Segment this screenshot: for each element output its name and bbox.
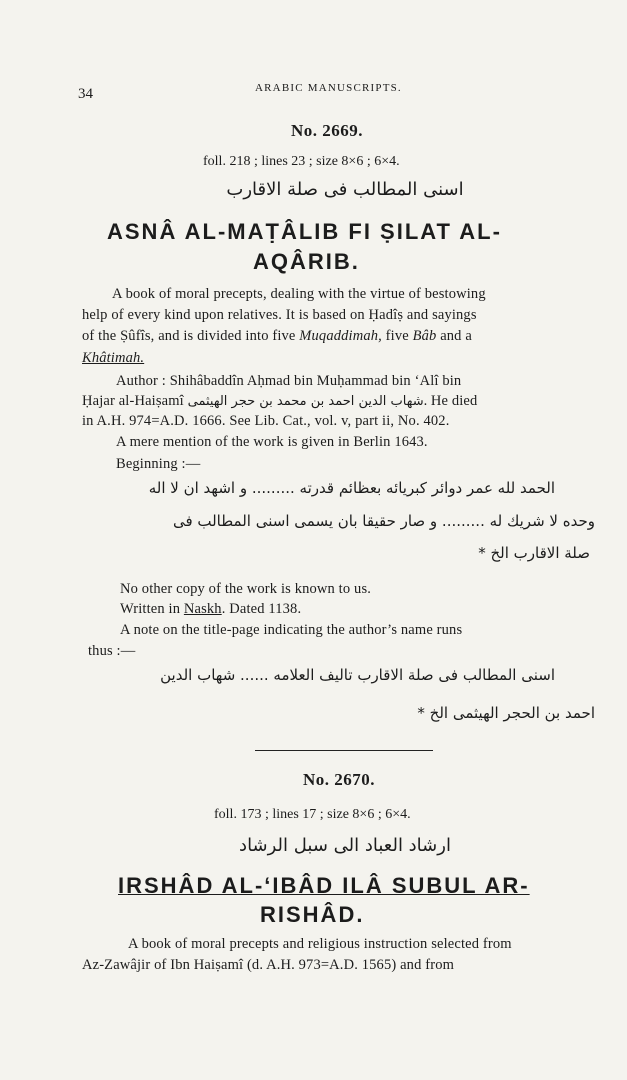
- entry-2669-no-copy: No other copy of the work is known to us.: [120, 581, 372, 597]
- and-a-text: and a: [436, 328, 472, 344]
- page-number: 34: [78, 86, 93, 102]
- entry-2669-written: [120, 601, 301, 618]
- entry-2669-para-line3: [82, 328, 472, 345]
- entry-2669-author-line3: in A.H. 974=A.D. 1666. See Lib. Cat., vol. v, part ii, No. 402.: [82, 413, 450, 429]
- khatimah-term: Khâtimah.: [82, 350, 145, 366]
- entry-2670-title-line2: RISHÂD.: [260, 902, 365, 927]
- muqaddimah-term: Muqaddimah,: [299, 328, 382, 344]
- naskh-term: Naskh: [183, 601, 222, 617]
- entry-divider-rule: [255, 750, 433, 751]
- dated-text: . Dated 1138.: [221, 601, 302, 617]
- entry-2670-para-line2: Az-Zawâjir of Ibn Haiṣamî (d. A.H. 973=A.D. 1565) and from: [82, 957, 455, 973]
- five-text: five: [381, 328, 413, 344]
- entry-number-2669: No. 2669.: [291, 121, 364, 140]
- entry-2669-foll: foll. 218 ; lines 23 ; size 8×6 ; 6×4.: [203, 154, 400, 169]
- entry-2670-title-line1: [118, 873, 530, 899]
- entry-2669-note-line2: thus :—: [88, 643, 136, 659]
- entry-2670-foll: foll. 173 ; lines 17 ; size 8×6 ; 6×4.: [214, 807, 411, 822]
- beginning-arabic-line2: وحده لا شريك له ......... و صار حقيقا بان يسمى اسنى المطالب فى: [172, 512, 595, 530]
- bab-term: Bâb: [412, 328, 437, 344]
- entry-2670-arabic-title: ارشاد العباد الى سبل الرشاد: [239, 835, 451, 856]
- entry-2669-title-line2: AQÂRIB.: [253, 249, 360, 274]
- running-head: ARABIC MANUSCRIPTS.: [255, 82, 402, 94]
- beginning-arabic-line3: صلة الاقارب الخ *: [478, 544, 590, 562]
- entry-2669-author-line1: Author : Shihâbaddîn Aḥmad bin Muḥammad bin ‘Alî bin: [116, 373, 462, 389]
- entry-2669-beginning-label: Beginning :—: [116, 456, 201, 472]
- written-in-text: Written in: [120, 601, 181, 617]
- beginning-arabic-line1: الحمد لله عمر دوائر كبريائه بعظائم قدرته ......... و اشهد ان لا اله: [148, 479, 555, 497]
- entry-2670-para-line1: A book of moral precepts and religious instruction selected from: [128, 936, 512, 952]
- note-arabic-line1: اسنى المطالب فى صلة الاقارب تاليف العلامه ...... شهاب الدين: [160, 666, 555, 684]
- author-name-arabic: شهاب الدين احمد بن محمد بن حجر الهيثمى: [187, 394, 424, 409]
- entry-2669-author-line2: [82, 393, 477, 410]
- entry-2669-para-line1: A book of moral precepts, dealing with the virtue of bestowing: [112, 286, 486, 302]
- entry-2669-para-line2: help of every kind upon relatives. It is based on Ḥadîṣ and sayings: [82, 307, 477, 323]
- note-arabic-line2: احمد بن الحجر الهيثمى الخ *: [417, 704, 595, 722]
- entry-2669-para-line4: [82, 350, 144, 367]
- para-line3-text: of the Ṣûfîs, and is divided into five: [82, 328, 296, 344]
- irshad-title-text: IRSHÂD AL-‘IBÂD ILÂ SUBUL AR-: [118, 873, 530, 898]
- entry-2669-arabic-title: اسنى المطالب فى صلة الاقارب: [226, 179, 464, 200]
- author-name-latin: Ḥajar al-Haiṣamî: [82, 393, 184, 409]
- entry-number-2670: No. 2670.: [303, 770, 376, 789]
- he-died-text: . He died: [423, 393, 478, 409]
- entry-2669-mention: A mere mention of the work is given in Berlin 1643.: [116, 434, 428, 450]
- entry-2669-title-line1: ASNÂ AL-MAṬÂLIB FI ṢILAT AL-: [107, 219, 502, 244]
- entry-2669-note-line1: A note on the title-page indicating the author’s name runs: [120, 622, 463, 638]
